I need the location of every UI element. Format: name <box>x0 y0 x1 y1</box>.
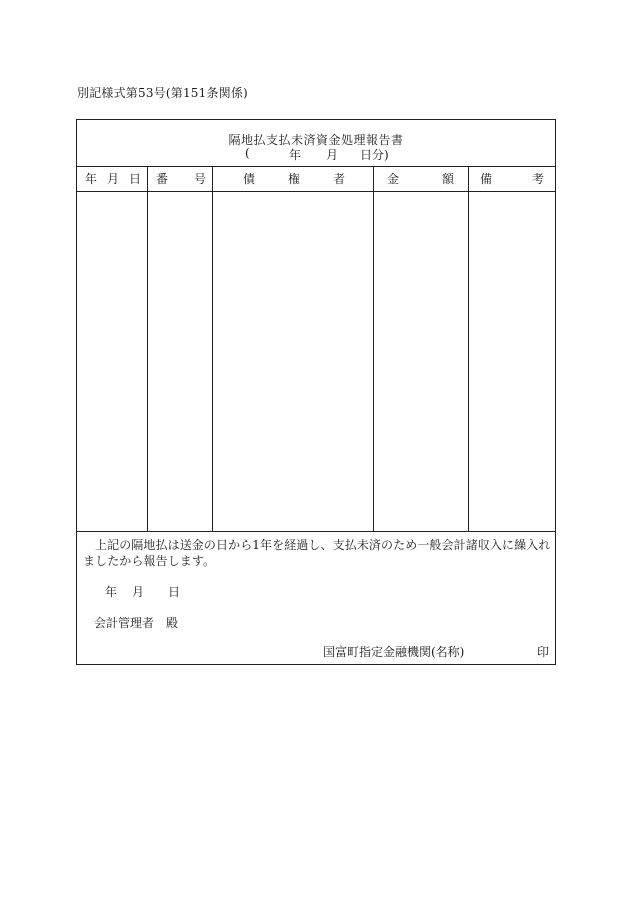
column-divider <box>212 167 213 532</box>
header-remarks <box>480 167 544 191</box>
report-statement: 上記の隔地払は送金の日から1年を経過し、支払未済のため一般会計諸収入に繰入れましたから報告します。 <box>83 538 551 568</box>
header-number <box>156 167 206 191</box>
date-year-label: 年 <box>105 585 118 599</box>
header-number-char: 番 <box>156 172 169 186</box>
report-date-line <box>105 583 225 599</box>
header-amount <box>387 167 454 191</box>
column-divider <box>468 167 469 532</box>
header-date-char: 月 <box>106 172 119 186</box>
seal-mark: 印 <box>537 645 550 659</box>
column-divider <box>147 167 148 532</box>
header-remarks-char: 備 <box>480 172 493 186</box>
date-month-label: 月 <box>132 585 145 599</box>
header-amount-char: 金 <box>387 172 400 186</box>
form-number: 別記様式第53号(第151条関係) <box>77 86 248 100</box>
addressee-manager: 会計管理者 殿 <box>94 616 179 630</box>
period-year-label: 年 <box>289 148 302 162</box>
title-block <box>77 120 555 167</box>
header-creditor-char: 権 <box>287 172 300 186</box>
report-title: 隔地払支払未済資金処理報告書 <box>228 133 404 147</box>
header-date <box>85 167 141 191</box>
report-footer <box>77 532 555 664</box>
table-body <box>77 192 555 532</box>
period-day-label: 日分) <box>360 148 389 162</box>
column-divider <box>373 167 374 532</box>
header-amount-char: 額 <box>441 172 454 186</box>
date-day-label: 日 <box>168 585 181 599</box>
header-creditor-char: 者 <box>332 172 345 186</box>
financial-institution-name: 国富町指定金融機関(名称) <box>323 645 465 659</box>
header-creditor-char: 債 <box>243 172 256 186</box>
report-form <box>76 119 556 665</box>
table-header-row <box>77 167 555 192</box>
header-remarks-char: 考 <box>531 172 544 186</box>
period-open-paren: ( <box>245 146 250 160</box>
header-creditor <box>243 167 345 191</box>
header-date-char: 日 <box>128 172 141 186</box>
header-number-char: 号 <box>193 172 206 186</box>
period-month-label: 月 <box>326 148 339 162</box>
header-date-char: 年 <box>85 172 98 186</box>
